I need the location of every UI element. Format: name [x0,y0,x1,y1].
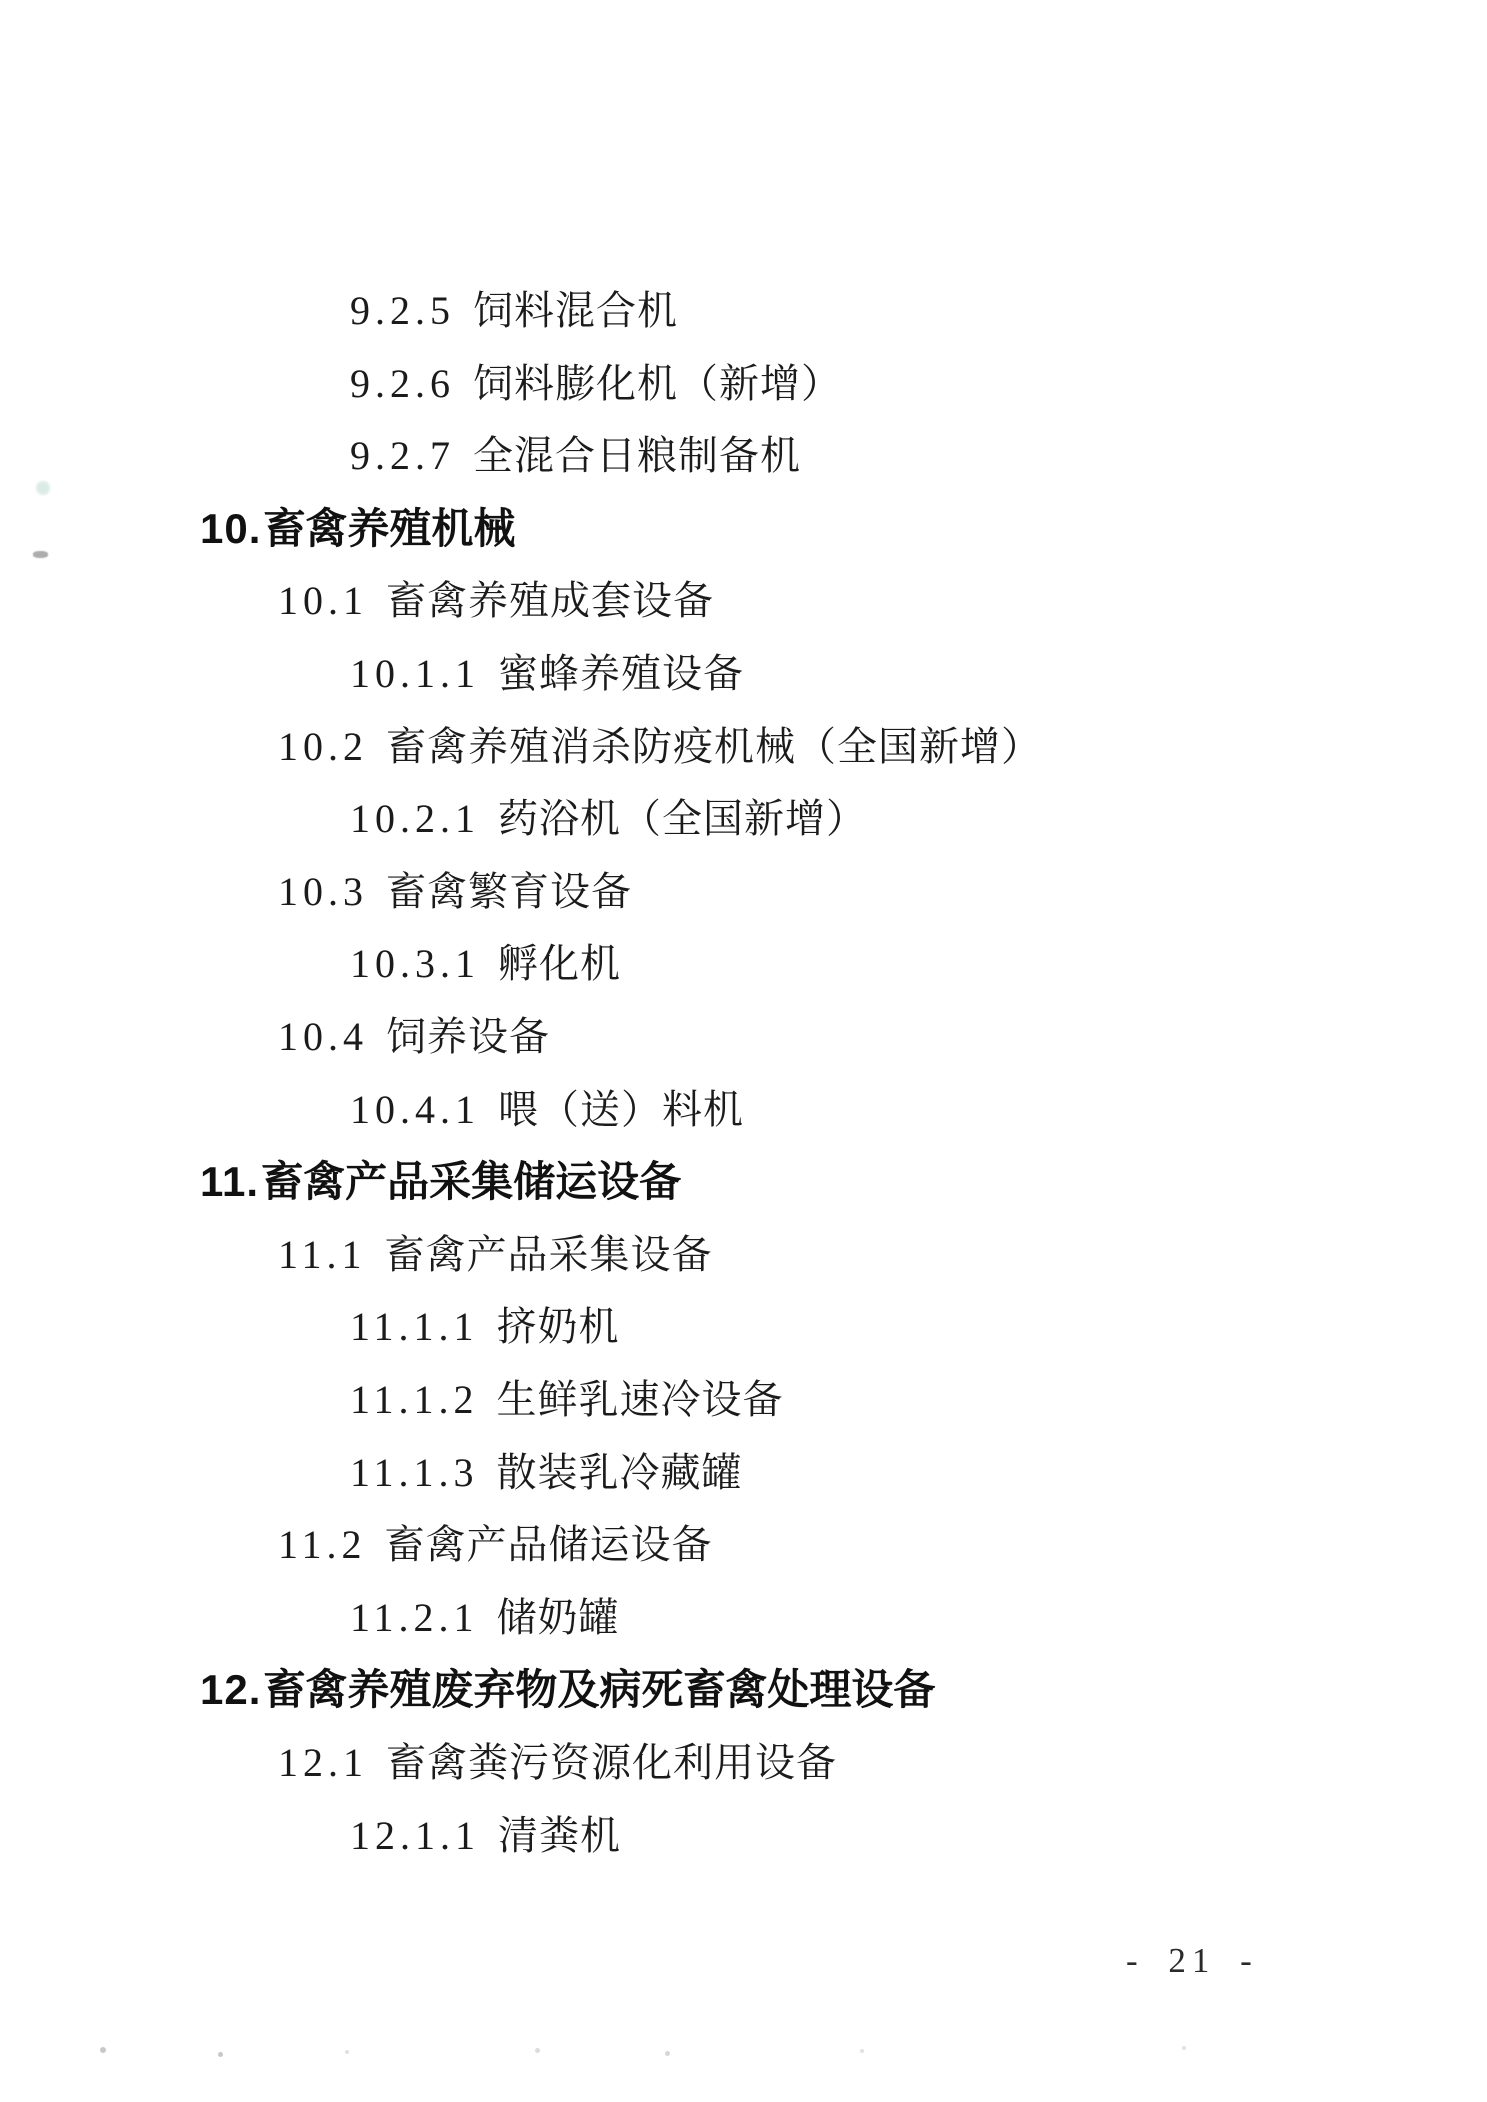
item-number: 10.1.1 [350,651,480,696]
item-text: 生鲜乳速冷设备 [496,1377,784,1422]
outline-item [278,723,1042,771]
outline-item [350,1812,621,1860]
item-text: 蜜蜂养殖设备 [498,651,744,696]
item-text: 畜禽繁育设备 [386,869,632,914]
outline-item [350,1376,784,1424]
item-number: 10.1 [278,578,368,623]
item-number: 11.1.1 [350,1304,479,1349]
item-number: 11.2 [278,1522,367,1567]
outline-item [278,1739,837,1787]
item-number: 11.1.3 [350,1450,479,1495]
item-number: 11.2.1 [350,1595,479,1640]
outline-item [350,432,801,480]
scan-speck [345,2050,349,2054]
item-text: 散装乳冷藏罐 [496,1450,743,1495]
item-number: 10.2 [278,724,368,769]
scan-speck [218,2052,223,2057]
item-number: 12.1.1 [350,1813,480,1858]
outline-item [350,287,678,335]
item-text: 喂（送）料机 [498,1087,744,1132]
outline-item [350,650,744,698]
item-text: 饲料混合机 [473,288,678,333]
item-text: 孵化机 [498,941,621,986]
outline-item [278,1231,713,1279]
item-number: 10.4.1 [350,1087,480,1132]
scan-speck [1182,2046,1186,2050]
scan-smudge [36,481,50,495]
item-number: 11.1.2 [350,1377,479,1422]
item-number: 10.4 [278,1014,368,1059]
item-text: 畜禽产品采集储运设备 [261,1158,682,1205]
outline-item [350,360,842,408]
item-text: 清粪机 [498,1813,621,1858]
outline-item [350,1303,620,1351]
item-text: 储奶罐 [496,1595,620,1640]
item-text: 饲养设备 [386,1014,550,1059]
outline-item [350,1449,743,1497]
scan-speck [665,2051,670,2056]
item-text: 饲料膨化机（新增） [473,361,842,406]
item-number: 9.2.7 [350,433,455,478]
item-number: 10. [200,505,262,552]
item-text: 畜禽养殖废弃物及病死畜禽处理设备 [263,1666,936,1713]
item-text: 挤奶机 [496,1304,620,1349]
item-text: 畜禽产品储运设备 [384,1522,713,1567]
item-number: 12.1 [278,1740,368,1785]
outline-item [350,940,621,988]
outline-item [278,1521,713,1569]
item-text: 畜禽养殖消杀防疫机械（全国新增） [386,724,1042,769]
page-number: - 21 - [1126,1941,1258,1980]
item-text: 畜禽粪污资源化利用设备 [386,1740,837,1785]
item-text: 药浴机（全国新增） [498,796,867,841]
item-text: 全混合日粮制备机 [473,433,801,478]
item-number: 10.2.1 [350,796,480,841]
scan-smudge [33,551,48,558]
outline-item [200,1158,681,1206]
item-number: 11.1 [278,1232,367,1277]
outline-item [350,795,867,843]
outline-item [200,505,515,553]
outline-item [350,1086,744,1134]
scan-speck [860,2049,864,2053]
item-number: 12. [200,1666,262,1713]
item-text: 畜禽养殖成套设备 [386,578,714,623]
item-number: 10.3 [278,869,368,914]
item-number: 11. [200,1158,260,1205]
scan-speck [100,2047,106,2053]
item-text: 畜禽养殖机械 [263,505,516,552]
outline-item [278,868,632,916]
item-number: 9.2.5 [350,288,455,333]
outline-item [278,577,714,625]
item-number: 9.2.6 [350,361,455,406]
outline-item [350,1594,620,1642]
outline-item [278,1013,550,1061]
outline-item [200,1666,935,1714]
item-text: 畜禽产品采集设备 [384,1232,713,1277]
scan-speck [535,2048,540,2053]
item-number: 10.3.1 [350,941,480,986]
